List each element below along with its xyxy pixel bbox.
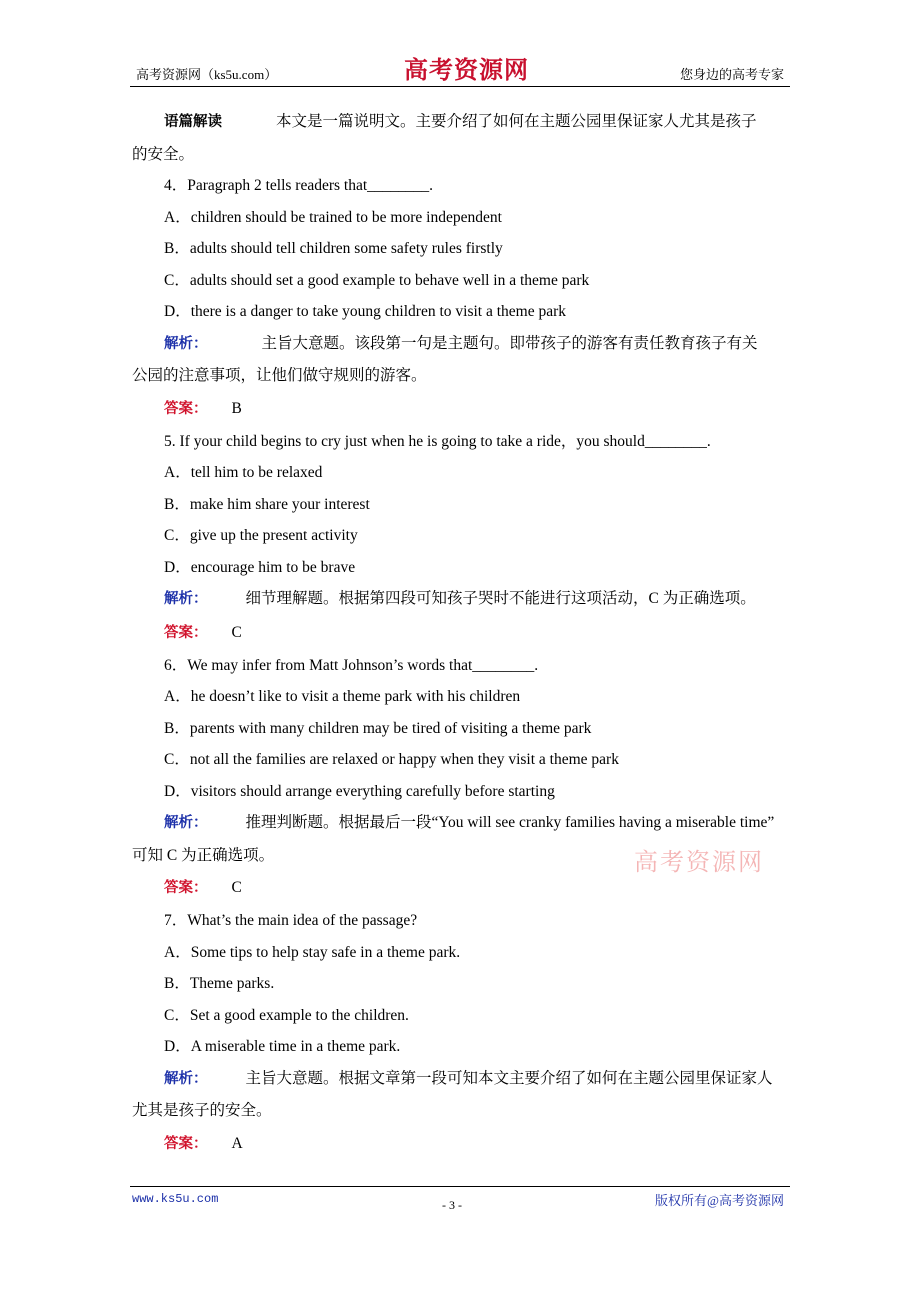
intro-label: 语篇解读 <box>164 114 222 130</box>
header-divider <box>130 86 790 87</box>
option-a: A．he doesn’t like to visit a theme park with his children <box>164 688 521 705</box>
option-c: C．give up the present activity <box>164 527 358 544</box>
analysis-text-1: 主旨大意题。根据文章第一段可知本文主要介绍了如何在主题公园里保证家人 <box>245 1069 773 1087</box>
analysis-text-1: 推理判断题。根据最后一段“You will see cranky families having a miserable time” <box>245 814 775 831</box>
footer-copyright: 版权所有@高考资源网 <box>655 1193 784 1208</box>
option-d: D．A miserable time in a theme park. <box>164 1038 401 1055</box>
header-slogan: 您身边的高考专家 <box>679 67 784 82</box>
analysis-text-1: 细节理解题。根据第四段可知孩子哭时不能进行这项活动，C 为正确选项。 <box>245 590 756 607</box>
footer-site-link[interactable]: www.ks5u.com <box>132 1192 219 1206</box>
page-content <box>132 106 792 1161</box>
page-number: - 3 - <box>442 1198 462 1212</box>
analysis-label: 解析： <box>164 335 208 352</box>
question-stem: 5. If your child begins to cry just when he is going to take a ride，you should________. <box>164 432 711 450</box>
intro-line-1 <box>132 106 792 139</box>
option-a: A．children should be trained to be more independent <box>164 208 502 226</box>
analysis-label: 解析： <box>164 815 208 831</box>
option-d: D．encourage him to be brave <box>164 558 356 576</box>
option-a: A．tell him to be relaxed <box>164 464 323 481</box>
question-7 <box>132 905 792 1161</box>
option-b: B．adults should tell children some safety rules firstly <box>164 240 503 257</box>
option-c: C．adults should set a good example to behave well in a theme park <box>164 271 590 289</box>
option-b: B．Theme parks. <box>164 975 275 992</box>
analysis-line-1 <box>132 1063 792 1096</box>
answer-line <box>132 1127 792 1161</box>
question-5 <box>132 426 792 650</box>
answer-value: C <box>231 879 242 896</box>
header-logo: 高考资源网 <box>404 55 529 84</box>
analysis-text-1: 主旨大意题。该段第一句是主题句。即带孩子的游客有责任教育孩子有关 <box>261 334 758 352</box>
analysis-label: 解析： <box>164 1070 208 1087</box>
answer-value: B <box>231 399 242 417</box>
header-site-name: 高考资源网（ks5u.com） <box>136 67 278 82</box>
analysis-line-1 <box>132 583 792 616</box>
question-stem: 6．We may infer from Matt Johnson’s words that________. <box>164 656 539 674</box>
analysis-text-2: 可知 C 为正确选项。 <box>132 846 275 864</box>
option-b: B．make him share your interest <box>164 495 370 513</box>
analysis-label: 解析： <box>164 591 208 607</box>
answer-value: A <box>231 1134 243 1152</box>
answer-label: 答案： <box>164 624 208 641</box>
analysis-line-1 <box>132 328 792 361</box>
answer-line <box>132 392 792 426</box>
intro-text-2: 的安全。 <box>132 145 195 163</box>
option-b: B．parents with many children may be tired of visiting a theme park <box>164 719 592 737</box>
analysis-text-2: 尤其是孩子的安全。 <box>132 1102 272 1119</box>
answer-label: 答案： <box>164 400 208 417</box>
answer-value: C <box>231 623 242 641</box>
question-4 <box>132 170 792 426</box>
analysis-text-2: 公园的注意事项，让他们做守规则的游客。 <box>132 367 427 384</box>
footer-divider <box>130 1186 790 1187</box>
answer-label: 答案： <box>164 880 208 896</box>
option-a: A．Some tips to help stay safe in a theme park. <box>164 943 461 961</box>
watermark-logo: 高考资源网 <box>634 848 764 876</box>
option-c: C．not all the families are relaxed or happy when they visit a theme park <box>164 751 619 768</box>
option-d: D．visitors should arrange everything carefully before starting <box>164 782 555 800</box>
option-c: C．Set a good example to the children. <box>164 1006 409 1024</box>
question-stem: 7．What’s the main idea of the passage? <box>164 912 418 929</box>
question-stem: 4．Paragraph 2 tells readers that________. <box>164 177 434 194</box>
analysis-line-1 <box>132 807 792 840</box>
option-d: D．there is a danger to take young children to visit a theme park <box>164 303 567 320</box>
answer-label: 答案： <box>164 1135 208 1152</box>
answer-line <box>132 616 792 650</box>
intro-text-1: 本文是一篇说明文。主要介绍了如何在主题公园里保证家人尤其是孩子 <box>276 113 757 130</box>
